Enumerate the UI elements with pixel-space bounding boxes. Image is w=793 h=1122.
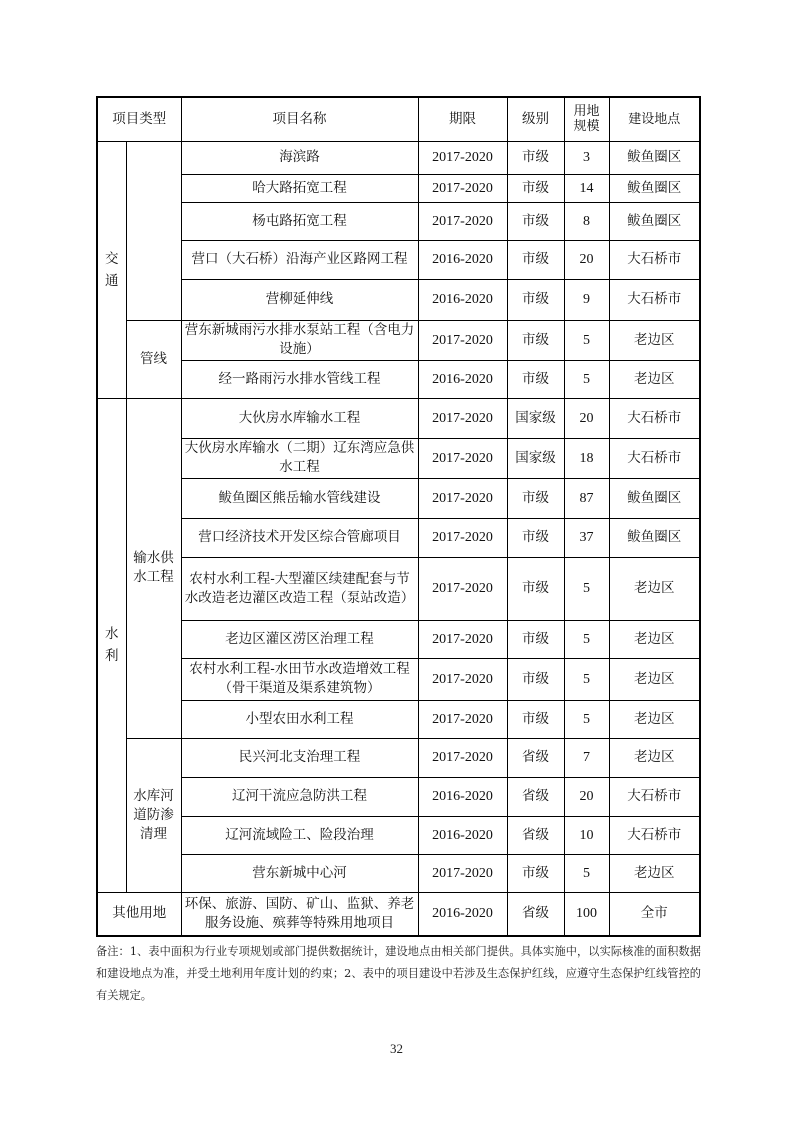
project-area: 5 (564, 620, 609, 658)
table-row (97, 141, 700, 174)
project-period: 2017-2020 (418, 738, 507, 777)
project-level: 国家级 (507, 398, 564, 438)
projects-table (96, 96, 701, 937)
project-name: 辽河干流应急防洪工程 (181, 777, 418, 816)
project-location: 鲅鱼圈区 (609, 174, 700, 202)
project-period: 2016-2020 (418, 892, 507, 936)
project-name: 民兴河北支治理工程 (181, 738, 418, 777)
project-area: 9 (564, 279, 609, 320)
project-name: 辽河流域险工、险段治理 (181, 816, 418, 854)
project-area: 37 (564, 518, 609, 557)
project-area: 3 (564, 141, 609, 174)
project-period: 2017-2020 (418, 438, 507, 478)
project-area: 20 (564, 777, 609, 816)
project-period: 2017-2020 (418, 700, 507, 738)
header-level: 级别 (507, 97, 564, 141)
header-row (97, 97, 700, 141)
project-level: 市级 (507, 700, 564, 738)
table-row (97, 700, 700, 738)
project-level: 国家级 (507, 438, 564, 478)
project-period: 2016-2020 (418, 240, 507, 279)
project-period: 2017-2020 (418, 557, 507, 620)
project-area: 18 (564, 438, 609, 478)
project-area: 5 (564, 700, 609, 738)
project-location: 老边区 (609, 557, 700, 620)
project-period: 2016-2020 (418, 777, 507, 816)
project-area: 100 (564, 892, 609, 936)
project-period: 2016-2020 (418, 360, 507, 398)
project-area: 8 (564, 202, 609, 240)
project-area: 87 (564, 478, 609, 518)
project-level: 市级 (507, 279, 564, 320)
project-period: 2017-2020 (418, 202, 507, 240)
project-period: 2017-2020 (418, 141, 507, 174)
project-level: 市级 (507, 854, 564, 892)
subcategory-roads-empty (126, 141, 181, 320)
project-location: 老边区 (609, 738, 700, 777)
project-period: 2016-2020 (418, 816, 507, 854)
project-level: 市级 (507, 174, 564, 202)
project-location: 大石桥市 (609, 777, 700, 816)
project-location: 老边区 (609, 360, 700, 398)
project-name: 杨屯路拓宽工程 (181, 202, 418, 240)
category-water: 水利 (97, 398, 126, 892)
subcategory-river: 水库河道防渗清理 (126, 738, 181, 892)
project-period: 2017-2020 (418, 174, 507, 202)
project-level: 省级 (507, 777, 564, 816)
project-period: 2017-2020 (418, 478, 507, 518)
project-period: 2017-2020 (418, 320, 507, 360)
table-row (97, 816, 700, 854)
project-name: 海滨路 (181, 141, 418, 174)
project-area: 5 (564, 854, 609, 892)
project-name: 经一路雨污水排水管线工程 (181, 360, 418, 398)
table-row (97, 892, 700, 936)
project-location: 老边区 (609, 620, 700, 658)
project-area: 14 (564, 174, 609, 202)
project-name: 营柳延伸线 (181, 279, 418, 320)
table-row (97, 557, 700, 620)
project-location: 老边区 (609, 320, 700, 360)
project-name: 鲅鱼圈区熊岳输水管线建设 (181, 478, 418, 518)
table-row (97, 398, 700, 438)
table-row (97, 438, 700, 478)
project-level: 市级 (507, 320, 564, 360)
project-location: 大石桥市 (609, 279, 700, 320)
project-location: 大石桥市 (609, 816, 700, 854)
table-row (97, 240, 700, 279)
project-location: 鲅鱼圈区 (609, 518, 700, 557)
project-level: 市级 (507, 658, 564, 700)
project-level: 省级 (507, 892, 564, 936)
project-area: 5 (564, 320, 609, 360)
project-area: 20 (564, 398, 609, 438)
table-row (97, 658, 700, 700)
project-location: 大石桥市 (609, 438, 700, 478)
table-row (97, 174, 700, 202)
subcategory-pipeline: 管线 (126, 320, 181, 398)
project-level: 市级 (507, 478, 564, 518)
header-name: 项目名称 (181, 97, 418, 141)
category-other: 其他用地 (97, 892, 181, 936)
project-location: 老边区 (609, 658, 700, 700)
project-period: 2017-2020 (418, 620, 507, 658)
project-name: 营东新城雨污水排水泵站工程（含电力设施） (181, 320, 418, 360)
project-name: 农村水利工程-大型灌区续建配套与节水改造老边灌区改造工程（泵站改造） (181, 557, 418, 620)
project-area: 5 (564, 360, 609, 398)
header-period: 期限 (418, 97, 507, 141)
project-area: 5 (564, 658, 609, 700)
project-location: 鲅鱼圈区 (609, 202, 700, 240)
table-row (97, 360, 700, 398)
project-name: 哈大路拓宽工程 (181, 174, 418, 202)
project-level: 省级 (507, 738, 564, 777)
subcategory-water-supply: 输水供水工程 (126, 398, 181, 738)
project-name: 营口（大石桥）沿海产业区路网工程 (181, 240, 418, 279)
header-area: 用地规模 (564, 97, 609, 141)
project-period: 2017-2020 (418, 658, 507, 700)
table-row (97, 478, 700, 518)
project-area: 7 (564, 738, 609, 777)
project-level: 市级 (507, 240, 564, 279)
project-location: 大石桥市 (609, 398, 700, 438)
project-name: 农村水利工程-水田节水改造增效工程（骨干渠道及渠系建筑物） (181, 658, 418, 700)
header-location: 建设地点 (609, 97, 700, 141)
project-location: 老边区 (609, 854, 700, 892)
category-transport: 交通 (97, 141, 126, 398)
project-name: 营东新城中心河 (181, 854, 418, 892)
project-level: 市级 (507, 557, 564, 620)
project-level: 市级 (507, 141, 564, 174)
project-period: 2016-2020 (418, 279, 507, 320)
project-location: 老边区 (609, 700, 700, 738)
project-period: 2017-2020 (418, 854, 507, 892)
header-type: 项目类型 (97, 97, 181, 141)
page-number: 32 (390, 1041, 403, 1056)
table-row (97, 738, 700, 777)
project-name: 大伙房水库输水工程 (181, 398, 418, 438)
project-location: 鲅鱼圈区 (609, 141, 700, 174)
project-name: 营口经济技术开发区综合管廊项目 (181, 518, 418, 557)
table-footnote: 备注：1、表中面积为行业专项规划或部门提供数据统计，建设地点由相关部门提供。具体实施中，以实际核准的面积数据和建设地点为准，并受土地利用年度计划的约束；2、表中的项目建设中若涉及生态保护红线，应遵守生态保护红线管控的有关规定。 (96, 945, 701, 1002)
table-row (97, 854, 700, 892)
project-name: 大伙房水库输水（二期）辽东湾应急供水工程 (181, 438, 418, 478)
project-name: 小型农田水利工程 (181, 700, 418, 738)
project-period: 2017-2020 (418, 398, 507, 438)
table-row (97, 279, 700, 320)
project-area: 20 (564, 240, 609, 279)
project-period: 2017-2020 (418, 518, 507, 557)
table-row (97, 202, 700, 240)
project-location: 大石桥市 (609, 240, 700, 279)
table-row (97, 320, 700, 360)
project-location: 全市 (609, 892, 700, 936)
project-level: 市级 (507, 518, 564, 557)
project-level: 市级 (507, 360, 564, 398)
project-level: 市级 (507, 202, 564, 240)
project-level: 市级 (507, 620, 564, 658)
table-row (97, 518, 700, 557)
project-level: 省级 (507, 816, 564, 854)
project-area: 10 (564, 816, 609, 854)
project-name: 老边区灌区涝区治理工程 (181, 620, 418, 658)
project-name: 环保、旅游、国防、矿山、监狱、养老服务设施、殡葬等特殊用地项目 (181, 892, 418, 936)
project-location: 鲅鱼圈区 (609, 478, 700, 518)
table-row (97, 777, 700, 816)
table-row (97, 620, 700, 658)
project-area: 5 (564, 557, 609, 620)
